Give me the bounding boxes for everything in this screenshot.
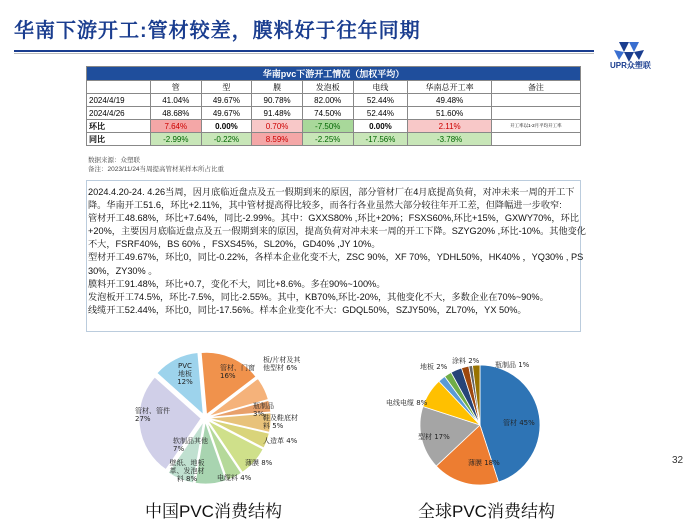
table-header: 电线 bbox=[353, 81, 408, 94]
pie-label: 电缆料 4% bbox=[217, 474, 252, 482]
pie-label: 管材、管件 27% bbox=[135, 407, 170, 423]
pie-label: 薄膜 8% bbox=[245, 459, 273, 467]
table-row bbox=[87, 94, 581, 107]
source-note: 数据来源：众塑联 bbox=[88, 157, 140, 164]
table-cell: 41.04% bbox=[150, 94, 201, 107]
pie-label: 薄膜 18% bbox=[468, 459, 500, 467]
pie-label: 涂料 2% bbox=[452, 357, 480, 365]
pie-label: PVC 地板 12% bbox=[177, 362, 193, 386]
pie-label: 地板 2% bbox=[420, 363, 448, 371]
pie-label: 软制品其他 7% bbox=[173, 437, 208, 453]
row-label: 环比 bbox=[87, 120, 151, 133]
table-header bbox=[87, 81, 151, 94]
pie-label: 管材 45% bbox=[503, 419, 535, 427]
pie-label: 电线电缆 8% bbox=[386, 399, 428, 407]
table-cell: 0.70% bbox=[252, 120, 303, 133]
table-cell: 7.64% bbox=[150, 120, 201, 133]
table-cell: 49.48% bbox=[408, 94, 492, 107]
table-cell: 91.48% bbox=[252, 107, 303, 120]
pie-label: 型材 17% bbox=[418, 433, 450, 441]
pie-label: 管材、门窗 16% bbox=[220, 364, 255, 380]
table-cell: 49.67% bbox=[201, 94, 252, 107]
analysis-text bbox=[88, 186, 588, 317]
row-label: 2024/4/19 bbox=[87, 94, 151, 107]
table-cell-note: 开工率以1-2月平均开工率 bbox=[491, 120, 580, 133]
table-cell: 0.00% bbox=[201, 120, 252, 133]
table-cell: 52.44% bbox=[353, 94, 408, 107]
table-cell: 51.60% bbox=[408, 107, 492, 120]
table-header: 管 bbox=[150, 81, 201, 94]
table-cell: -7.50% bbox=[302, 120, 353, 133]
china-pvc-caption: 中国PVC消费结构 bbox=[145, 502, 282, 521]
global-pvc-pie-chart bbox=[380, 345, 580, 495]
table-cell: -3.78% bbox=[408, 133, 492, 146]
table-header-row bbox=[87, 81, 581, 94]
table-header: 型 bbox=[201, 81, 252, 94]
page-number: 32 bbox=[672, 455, 684, 466]
table-cell: 52.44% bbox=[353, 107, 408, 120]
table-cell: 49.67% bbox=[201, 107, 252, 120]
global-pvc-caption: 全球PVC消费结构 bbox=[418, 502, 555, 521]
table-row bbox=[87, 133, 581, 146]
pie-label: 板/片材及其他型材 6% bbox=[263, 356, 301, 372]
table-row bbox=[87, 120, 581, 133]
row-label: 2024/4/26 bbox=[87, 107, 151, 120]
table-cell: 8.59% bbox=[252, 133, 303, 146]
header-divider bbox=[14, 53, 594, 54]
paragraph: 发泡板开工74.5%，环比-7.5%，同比-2.55%。其中，KB70%,环比-20%，其他变化不大，多数企业在70%~90%。 bbox=[88, 291, 549, 302]
table-header: 发泡板 bbox=[302, 81, 353, 94]
table-title: 华南pvc下游开工情况（加权平均） bbox=[87, 67, 581, 81]
pie-label: 瓶制品 3% bbox=[253, 402, 274, 418]
table-cell: -2.99% bbox=[150, 133, 201, 146]
table-row bbox=[87, 107, 581, 120]
table-cell: 2.11% bbox=[408, 120, 492, 133]
table-cell: -17.56% bbox=[353, 133, 408, 146]
paragraph: 管材开工48.68%，环比+7.64%，同比-2.99%。其中：GXXS80% ,环比+20%；FSXS60%,环比+15%，GXWY70%，环比+20%，主要因月底临近盘点及五一假期到来的原因，提高负荷对冲未来一周的开工下降。SZYG20% ,环比-10%。其他变化不大，FSRF40%，BS 60% ，FSXS45%，SL20%，GD40% ,JY 10%。 bbox=[88, 213, 586, 250]
table-header: 华南总开工率 bbox=[408, 81, 492, 94]
table-cell bbox=[491, 107, 580, 120]
table-cell: 74.50% bbox=[302, 107, 353, 120]
logo-text: UPR众塑联 bbox=[610, 61, 651, 70]
paragraph: 线缆开工52.44%，环比0，同比-17.56%。样本企业变化不大：GDQL50%，SZJY50%，ZL70%，YX 50%。 bbox=[88, 304, 527, 315]
remark-note: 备注：2023/11/24当周提高管材某样本所占比重 bbox=[88, 166, 225, 173]
pie-label: 鞋及鞋底材料 5% bbox=[263, 414, 298, 430]
header-line bbox=[14, 50, 594, 52]
table-cell: 82.00% bbox=[302, 94, 353, 107]
table-cell: -2.25% bbox=[302, 133, 353, 146]
china-pvc-pie-chart bbox=[95, 340, 335, 495]
table-cell bbox=[491, 133, 580, 146]
table-cell: 48.68% bbox=[150, 107, 201, 120]
table-cell: 90.78% bbox=[252, 94, 303, 107]
pvc-table bbox=[86, 66, 581, 146]
pie-label: 壁纸、地板革、发泡材料 8% bbox=[169, 459, 205, 483]
page-title: 华南下游开工:管材较差，膜料好于往年同期 bbox=[14, 20, 421, 42]
pie-label: 人造革 4% bbox=[263, 437, 298, 445]
paragraph: 2024.4.20-24. 4.26当周，因月底临近盘点及五一假期到来的原因，部分管材厂在4月底提高负荷，对冲未来一周的开工下降。华南开工51.6，环比+2.11%，其中管材提高得比较多，而各行各业虽然大部分较往年开工差，但降幅进一步收窄: bbox=[88, 187, 575, 211]
table-cell: 0.00% bbox=[353, 120, 408, 133]
table-cell: -0.22% bbox=[201, 133, 252, 146]
table-header: 膜 bbox=[252, 81, 303, 94]
paragraph: 膜料开工91.48%，环比+0.7，变化不大，同比+8.6%。多在90%~100%。 bbox=[88, 278, 386, 289]
pie-label: 瓶制品 1% bbox=[495, 361, 530, 369]
row-label: 同比 bbox=[87, 133, 151, 146]
paragraph: 型材开工49.67%，环比0，同比-0.22%，各样本企业化变不大，ZSC 90%，XF 70%，YDHL50%，HK40% ，YQ30% , PS 30%，ZY30% 。 bbox=[88, 252, 584, 276]
table-header: 备注 bbox=[491, 81, 580, 94]
table-cell bbox=[491, 94, 580, 107]
